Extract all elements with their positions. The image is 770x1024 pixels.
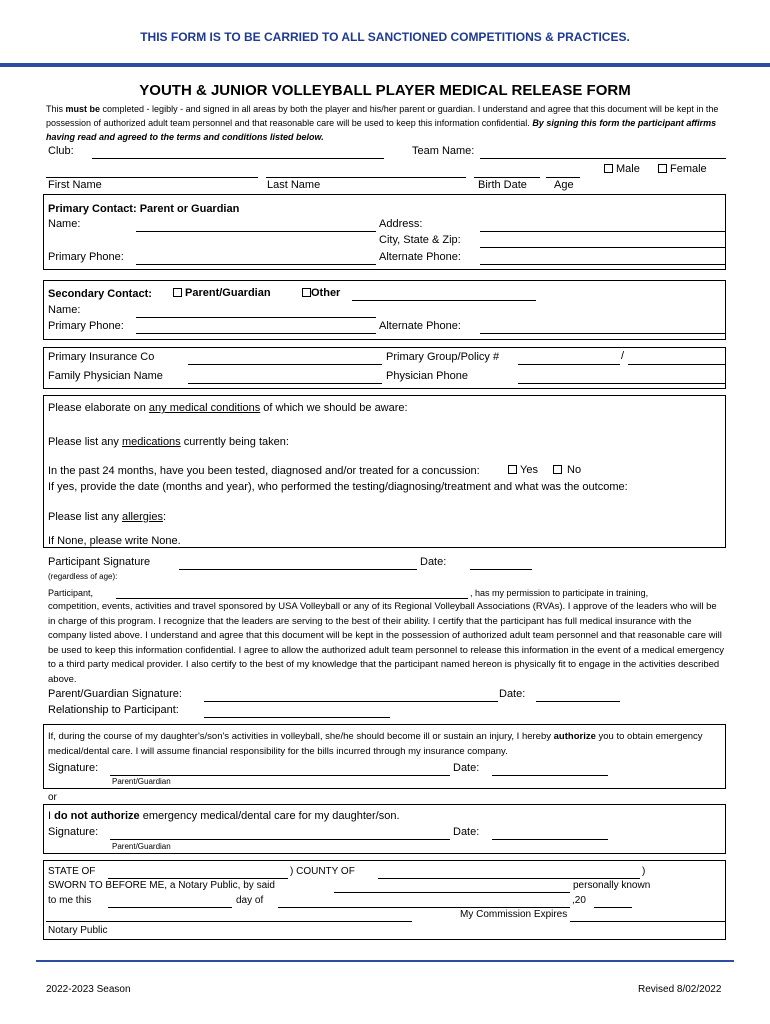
birth-date-label: Birth Date xyxy=(478,179,527,191)
sworn-text: SWORN TO BEFORE ME, a Notary Public, by said xyxy=(48,880,275,891)
club-label: Club: xyxy=(48,145,74,157)
first-name-field[interactable] xyxy=(46,177,258,178)
secondary-parent-checkbox[interactable] xyxy=(173,288,182,297)
secondary-other-checkbox[interactable] xyxy=(302,288,311,297)
concussion-yes-option[interactable]: Yes xyxy=(508,464,538,476)
address-label: Address: xyxy=(379,218,423,230)
day-field[interactable] xyxy=(108,907,232,908)
authorize-signature-field[interactable] xyxy=(110,775,450,776)
not-authorize-text: I do not authorize emergency medical/dental care for my daughter/son. xyxy=(48,810,400,822)
authorize-date-field[interactable] xyxy=(492,775,608,776)
sworn-name-field[interactable] xyxy=(334,892,570,893)
release-paragraph: competition, events, activities and travel sponsored by USA Volleyball or any of its Regional Volleyball Associations (RVAs). I approve of the leaders who will be in charge of this program. I recognize that the leaders are serving to the best of their ability. I certify that the participant has full medical insurance with the company listed above. I understand and agree that this document will be kept in the possession of authorized adult team personnel and that reasonable care will be used to keep this information confidential. I agree to allow the authorized adult team personnel to release this information in the event of a medical emergency to a third party medical provider. I also certify to the best of my knowledge that the participant named hereon is physically fit to engage in the activities described above. xyxy=(48,601,724,685)
insurance-co-field[interactable] xyxy=(188,364,382,365)
secondary-parent-option[interactable]: Parent/Guardian xyxy=(173,287,271,299)
age-field[interactable] xyxy=(546,177,580,178)
participant-permission-text: , has my permission to participate in training, xyxy=(470,588,649,598)
banner-divider xyxy=(0,63,770,67)
authorize-text: If, during the course of my daughter's/son's activities in volleyball, she/he should become ill or sustain an injury, I hereby authorize you to obtain emergency medical/dental care. I will assume financial responsibility for the bills incurred through my insurance company. xyxy=(48,731,703,757)
guardian-date-label: Date: xyxy=(499,688,526,700)
policy-field[interactable] xyxy=(628,364,726,365)
county-field[interactable] xyxy=(378,878,640,879)
secondary-contact-heading: Secondary Contact: xyxy=(48,288,152,300)
primary-name-label: Name: xyxy=(48,218,81,230)
participant-date-label: Date: xyxy=(420,556,447,568)
notary-box xyxy=(43,860,726,940)
not-authorize-parent-note: Parent/Guardian xyxy=(112,842,171,851)
state-field[interactable] xyxy=(108,878,288,879)
primary-phone-field[interactable] xyxy=(136,264,376,265)
physician-phone-label: Physician Phone xyxy=(386,370,468,382)
concussion-no-option[interactable]: No xyxy=(553,464,581,476)
first-name-label: First Name xyxy=(48,179,102,191)
age-label: Age xyxy=(554,179,574,191)
not-authorize-date-field[interactable] xyxy=(492,839,608,840)
conditions-prompt: Please elaborate on any medical conditions of which we should be aware: xyxy=(48,402,408,414)
allergies-none-note: If None, please write None. xyxy=(48,535,181,547)
county-label: ) COUNTY OF xyxy=(290,866,355,877)
male-checkbox[interactable] xyxy=(604,164,613,173)
footer-divider xyxy=(36,960,734,962)
medications-prompt: Please list any medications currently being taken: xyxy=(48,436,289,448)
notary-public-label: Notary Public xyxy=(48,925,108,936)
female-checkbox[interactable] xyxy=(658,164,667,173)
club-field[interactable] xyxy=(92,158,384,159)
concussion-prompt: In the past 24 months, have you been tested, diagnosed and/or treated for a concussion: xyxy=(48,465,480,477)
authorize-signature-label: Signature: xyxy=(48,762,99,774)
authorize-date-label: Date: xyxy=(453,762,480,774)
not-authorize-signature-field[interactable] xyxy=(110,839,450,840)
last-name-label: Last Name xyxy=(267,179,321,191)
secondary-alt-phone-field[interactable] xyxy=(480,333,726,334)
secondary-phone-label: Primary Phone: xyxy=(48,320,124,332)
relationship-field[interactable] xyxy=(204,717,390,718)
form-title: YOUTH & JUNIOR VOLLEYBALL PLAYER MEDICAL RELEASE FORM xyxy=(139,82,631,99)
last-name-field[interactable] xyxy=(266,177,466,178)
concussion-no-checkbox[interactable] xyxy=(553,465,562,474)
relationship-label: Relationship to Participant: xyxy=(48,704,179,716)
commission-field[interactable] xyxy=(570,921,726,922)
concussion-yes-checkbox[interactable] xyxy=(508,465,517,474)
year-field[interactable] xyxy=(594,907,632,908)
policy-separator: / xyxy=(621,350,625,362)
intro-paragraph: This must be completed - legibly - and signed in all areas by both the player and his/her parent or guardian. I understand and agree that this document will be kept in the possession of authorized adult team personnel and that reasonable care will be used to keep this information confidential. By signing this form the participant affirms having read and agreed to the terms and conditions listed below. xyxy=(46,104,719,142)
guardian-signature-field[interactable] xyxy=(204,701,498,702)
team-name-label: Team Name: xyxy=(412,145,475,157)
primary-name-field[interactable] xyxy=(136,231,376,232)
participant-signature-label: Participant Signature xyxy=(48,556,151,568)
participant-signature-field[interactable] xyxy=(179,569,417,570)
male-option[interactable]: Male xyxy=(604,163,640,175)
team-name-field[interactable] xyxy=(480,158,726,159)
policy-label: Primary Group/Policy # xyxy=(386,351,500,363)
city-field[interactable] xyxy=(480,247,726,248)
physician-phone-field[interactable] xyxy=(518,383,726,384)
primary-contact-heading: Primary Contact: Parent or Guardian xyxy=(48,203,240,215)
address-field[interactable] xyxy=(480,231,726,232)
notary-signature-field[interactable] xyxy=(46,921,412,922)
birth-date-field[interactable] xyxy=(474,177,540,178)
to-me-this-text: to me this xyxy=(48,895,92,906)
secondary-alt-phone-label: Alternate Phone: xyxy=(379,320,461,332)
city-label: City, State & Zip: xyxy=(379,234,461,246)
personally-known-text: personally known xyxy=(573,880,651,891)
insurance-co-label: Primary Insurance Co xyxy=(48,351,155,363)
guardian-signature-label: Parent/Guardian Signature: xyxy=(48,688,182,700)
not-authorize-signature-label: Signature: xyxy=(48,826,99,838)
participant-name-field[interactable] xyxy=(116,598,468,599)
secondary-name-field[interactable] xyxy=(136,317,376,318)
authorize-parent-note: Parent/Guardian xyxy=(112,777,171,786)
revised-label: Revised 8/02/2022 xyxy=(638,984,722,995)
or-separator: or xyxy=(48,792,57,803)
allergies-prompt: Please list any allergies: xyxy=(48,511,167,523)
year-prefix: ,20 xyxy=(572,895,586,906)
participant-date-field[interactable] xyxy=(470,569,532,570)
secondary-other-field[interactable] xyxy=(352,300,536,301)
banner-text: THIS FORM IS TO BE CARRIED TO ALL SANCTIONED COMPETITIONS & PRACTICES. xyxy=(140,30,630,44)
month-field[interactable] xyxy=(278,907,570,908)
secondary-name-label: Name: xyxy=(48,304,81,316)
day-of-text: day of xyxy=(236,895,264,906)
guardian-date-field[interactable] xyxy=(536,701,620,702)
physician-field[interactable] xyxy=(188,383,382,384)
secondary-phone-field[interactable] xyxy=(136,333,376,334)
group-field[interactable] xyxy=(518,364,620,365)
commission-label: My Commission Expires xyxy=(460,909,568,920)
state-label: STATE OF xyxy=(48,866,96,877)
season-label: 2022-2023 Season xyxy=(46,984,131,995)
physician-label: Family Physician Name xyxy=(48,370,163,382)
concussion-details-prompt: If yes, provide the date (months and year), who performed the testing/diagnosing/treatment and what was the outcome: xyxy=(48,481,628,493)
alt-phone-field[interactable] xyxy=(480,264,726,265)
female-option[interactable]: Female xyxy=(658,163,707,175)
primary-phone-label: Primary Phone: xyxy=(48,251,124,263)
participant-permission-label: Participant, xyxy=(48,588,94,598)
not-authorize-date-label: Date: xyxy=(453,826,480,838)
county-close: ) xyxy=(642,866,646,877)
alt-phone-label: Alternate Phone: xyxy=(379,251,461,263)
secondary-other-option[interactable]: Other xyxy=(302,287,340,299)
participant-age-note: (regardless of age): xyxy=(48,572,118,581)
